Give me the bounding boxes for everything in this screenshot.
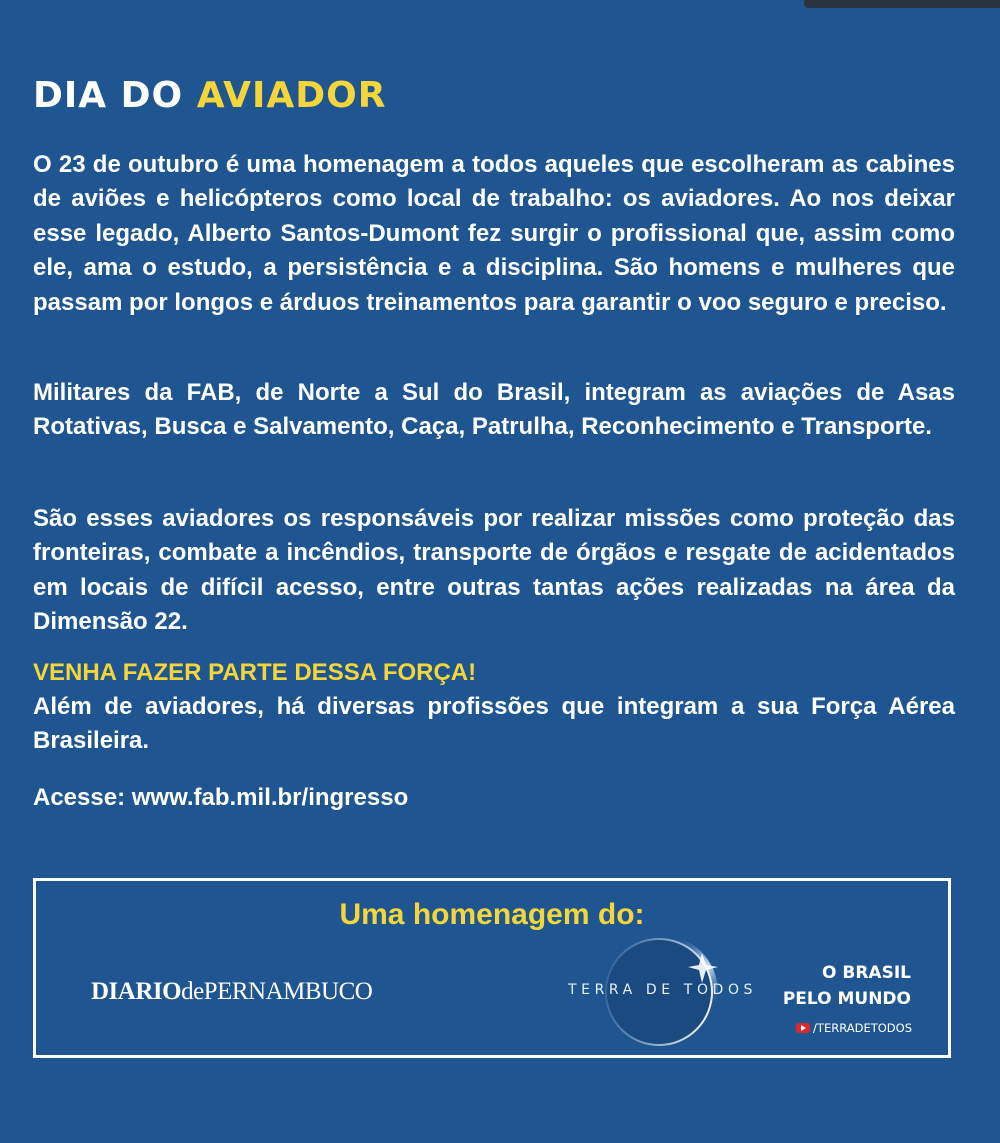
terra-de-todos-logo-text: TERRA DE TODOS	[568, 982, 758, 998]
brasil-pelo-mundo-text	[778, 960, 911, 1012]
paragraph-missions: São esses aviadores os responsáveis por realizar missões como proteção das fronteiras, combate a incêndios, transporte de órgãos e resgate de acidentados em locais de difícil acesso, entre outras tantas ações realizadas na área da Dimensão 22.	[33, 505, 955, 636]
tribute-heading: Uma homenagem do:	[339, 898, 645, 931]
diario-logo-rest: dePERNAMBUCO	[181, 978, 373, 1005]
title-part-white: DIA DO	[33, 75, 184, 116]
cta-heading: VENHA FAZER PARTE DESSA FORÇA!	[33, 659, 477, 686]
access-link[interactable]: Acesse: www.fab.mil.br/ingresso	[33, 784, 409, 811]
paragraph-aviation-types: Militares da FAB, de Norte a Sul do Brasil, integram as aviações de Asas Rotativas, Busca e Salvamento, Caça, Patrulha, Reconhecimento e Transporte.	[33, 379, 955, 441]
diario-logo-bold: DIARIO	[91, 978, 182, 1005]
title-part-yellow: AVIADOR	[196, 75, 387, 116]
brasil-line-1: O BRASIL	[822, 963, 911, 983]
page-title	[33, 72, 386, 120]
paragraph-intro: O 23 de outubro é uma homenagem a todos aqueles que escolheram as cabines de aviões e helicópteros como local de trabalho: os aviadores. Ao nos deixar esse legado, Alberto Santos-Dumont fez surgir o profissional que, assim como ele, ama o estudo, a persistência e a disciplina. São homens e mulheres que passam por longos e árduos treinamentos para garantir o voo seguro e preciso.	[33, 151, 955, 316]
youtube-channel-link[interactable]	[782, 1021, 912, 1035]
brasil-line-2: PELO MUNDO	[782, 989, 911, 1009]
tribute-box	[33, 878, 951, 1058]
paragraph-professions: Além de aviadores, há diversas profissões que integram a sua Força Aérea Brasileira.	[33, 693, 955, 755]
youtube-icon	[796, 1023, 810, 1033]
youtube-handle: /TERRADETODOS	[813, 1021, 912, 1035]
diario-de-pernambuco-logo	[91, 978, 372, 1006]
corner-tab	[804, 0, 1000, 8]
